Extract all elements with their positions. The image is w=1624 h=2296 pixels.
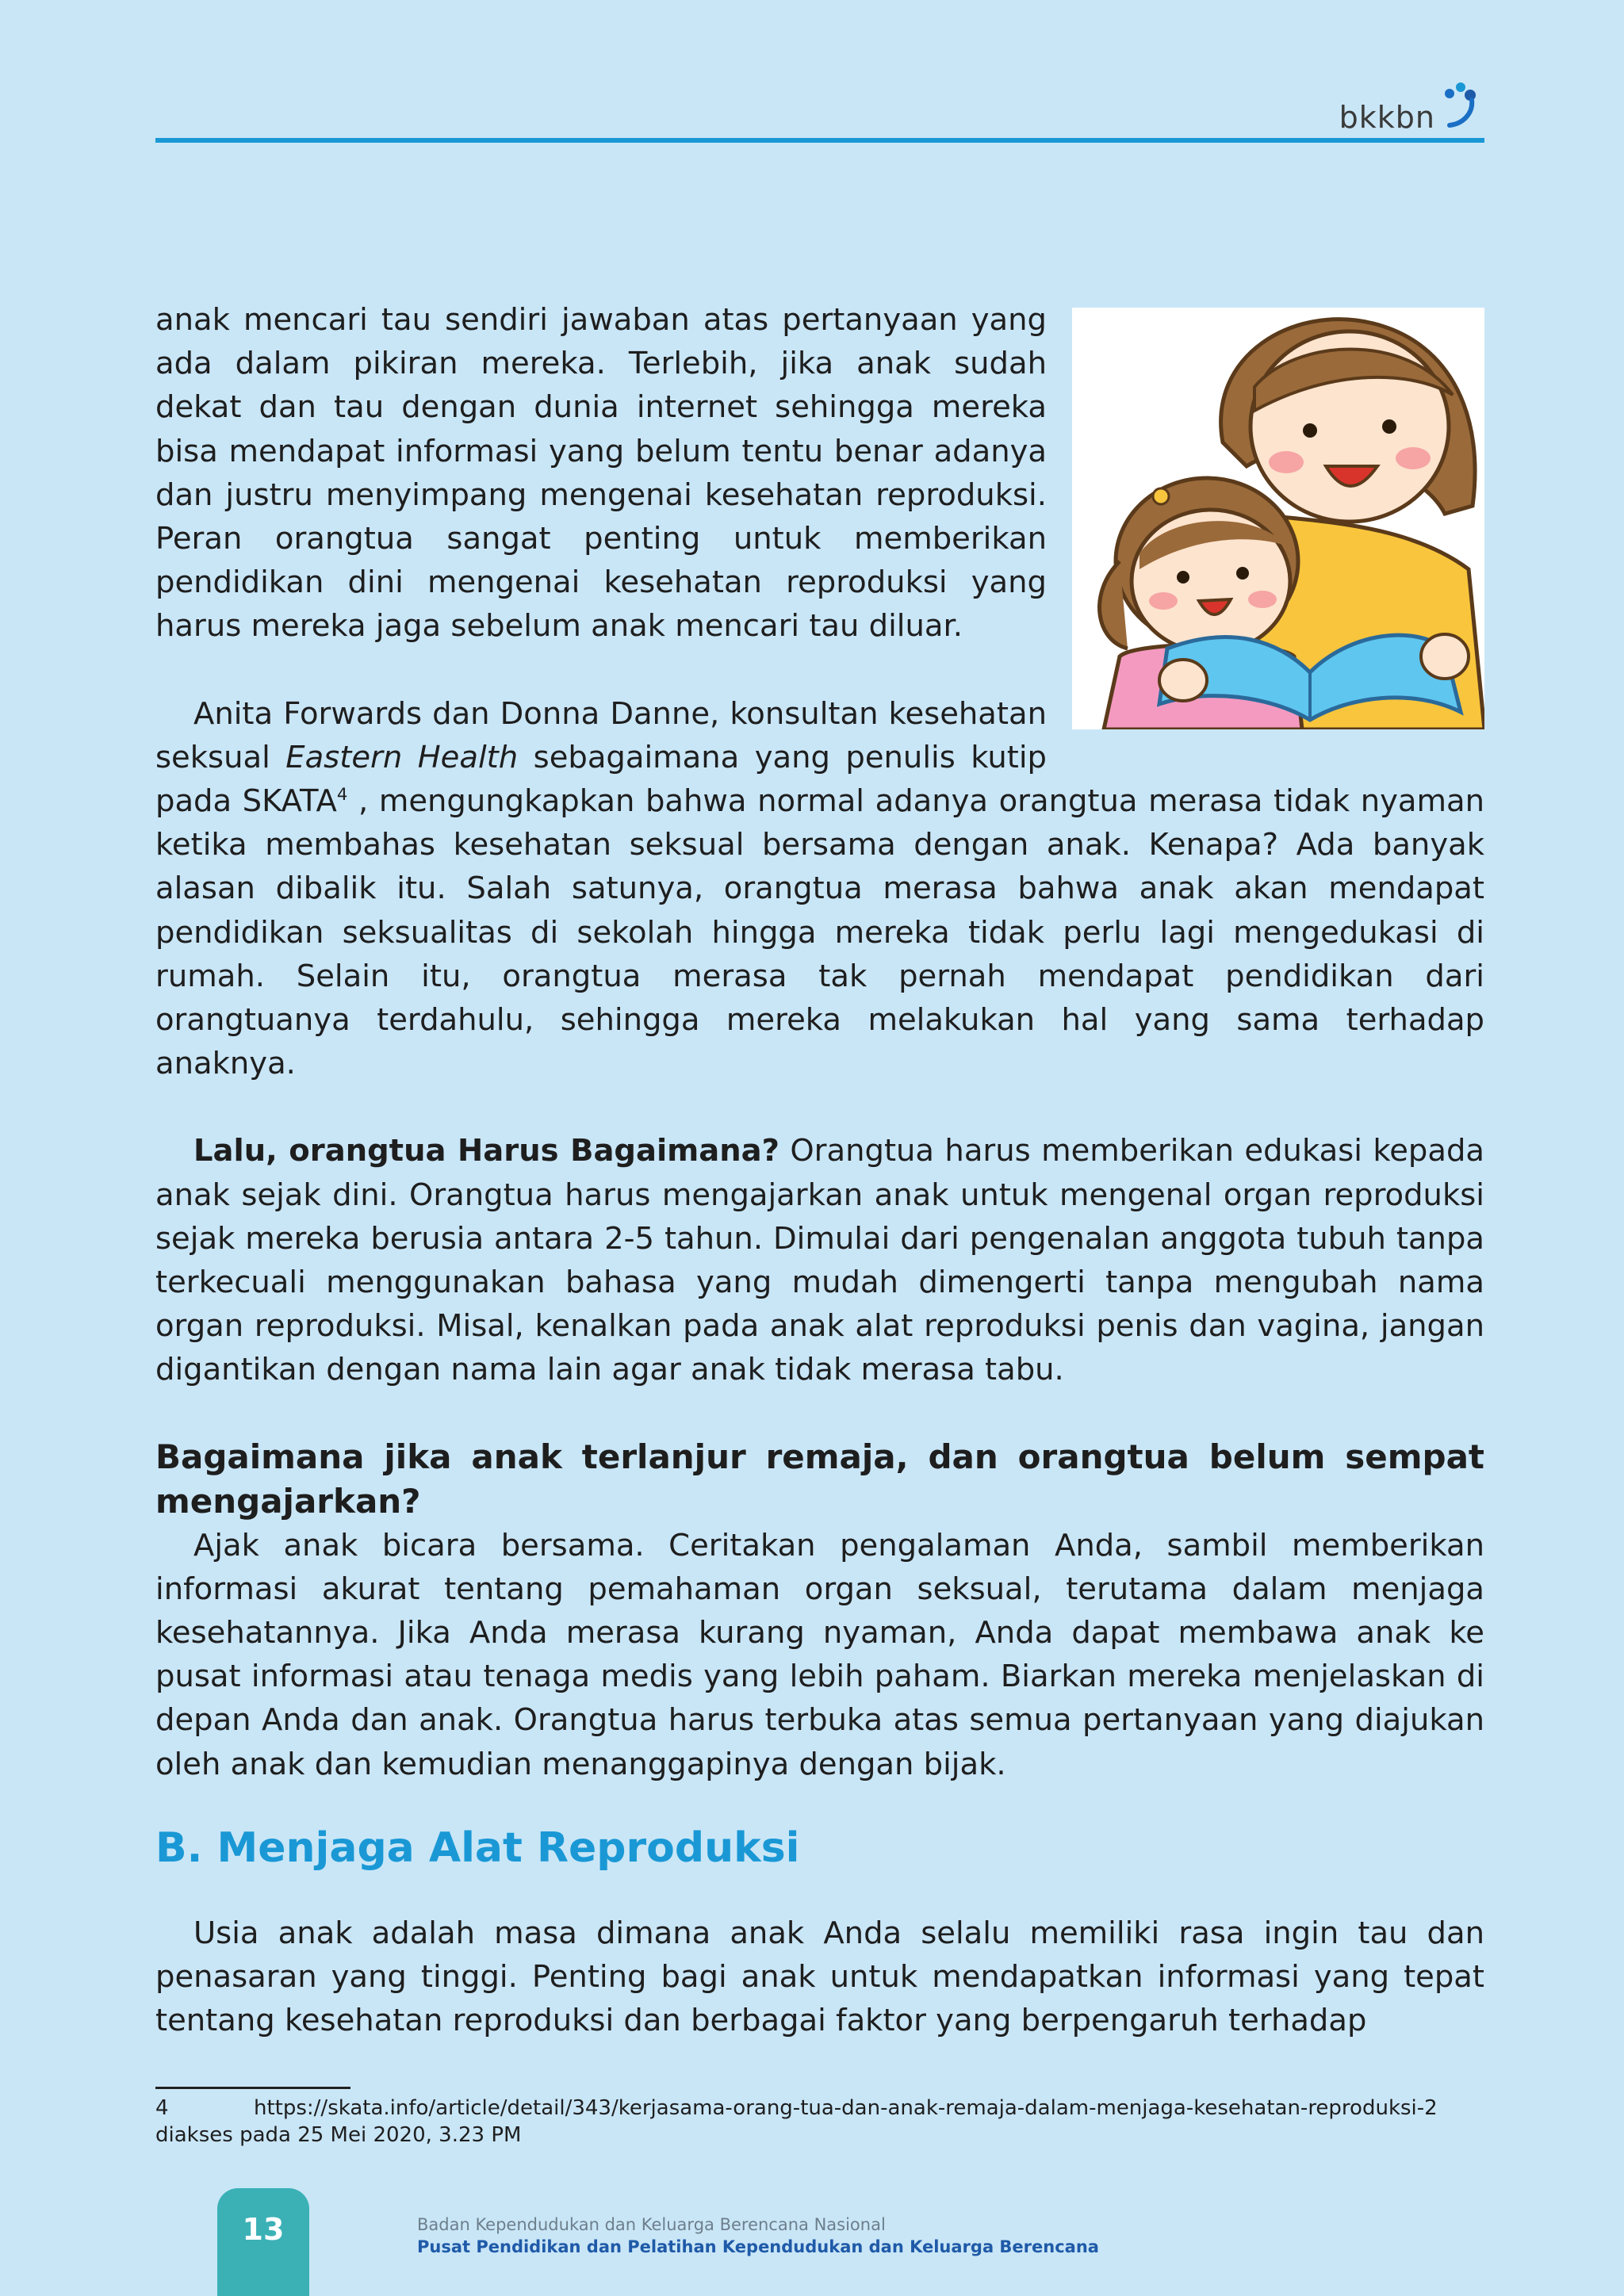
page-number: 13	[242, 2212, 285, 2247]
footnote-url: https://skata.info/article/detail/343/kerjasama-orang-tua-dan-anak-remaja-dalam-menjaga-kesehatan-reproduksi-2	[254, 2096, 1438, 2120]
footnote-rule	[155, 2087, 350, 2089]
bkkbn-logo	[1339, 79, 1483, 135]
paragraph-2-part-a: Anita Forwards dan Donna Danne, konsultan kesehatan seksual	[155, 695, 1047, 775]
paragraph-2-part-c: , mengungkapkan bahwa normal adanya orangtua merasa tidak nyaman ketika membahas kesehatan seksual bersama dengan anak. Kenapa? Ada banyak alasan dibalik itu. Salah satunya, orangtua merasa bahwa anak akan mendapat pendidikan seksualitas di sekolah hingga mereka tidak perlu lagi mengedukasi di rumah. Selain itu, orangtua merasa tak pernah mendapat pendidikan dari orangtuanya terdahulu, sehingga mereka melakukan hal yang sama terhadap anaknya.	[155, 783, 1484, 1082]
footnote-ref: 4	[336, 784, 348, 805]
footer-line-2: Pusat Pendidikan dan Pelatihan Kependudukan dan Keluarga Berencana	[417, 2237, 1099, 2256]
footnote-accessed: diakses pada 25 Mei 2020, 3.23 PM	[155, 2123, 522, 2147]
footnote-number: 4	[155, 2096, 169, 2120]
paragraph-3-body: Orangtua harus memberikan edukasi kepada anak sejak dini. Orangtua harus mengajarkan anak untuk mengenal organ reproduksi sejak mereka berusia antara 2-5 tahun. Dimulai dari pengenalan anggota tubuh tanpa terkecuali menggunakan bahasa yang mudah dimengerti tanpa mengubah nama organ reproduksi. Misal, kenalkan pada anak alat reproduksi penis dan vagina, jangan digantikan dengan nama lain agar anak tidak merasa tabu.	[155, 1133, 1484, 1388]
main-content	[155, 298, 1484, 2043]
paragraph-4: Ajak anak bicara bersama. Ceritakan pengalaman Anda, sambil memberikan informasi akurat tentang pemahaman organ seksual, terutama dalam menjaga kesehatannya. Jika Anda merasa kurang nyaman, Anda dapat membawa anak ke pusat informasi atau tenaga medis yang lebih paham. Biarkan mereka menjelaskan di depan Anda dan anak. Orangtua harus terbuka atas semua pertanyaan yang diajukan oleh anak dan kemudian menanggapinya dengan bijak.	[155, 1527, 1484, 1782]
paragraph-3	[155, 1129, 1484, 1391]
footnote	[155, 2095, 1484, 2149]
subheading: Bagaimana jika anak terlanjur remaja, dan orangtua belum sempat mengajarkan?	[155, 1437, 1484, 1521]
header-rule	[155, 138, 1484, 143]
paragraph-3-lead: Lalu, orangtua Harus Bagaimana?	[193, 1133, 779, 1169]
footer-institution	[417, 2214, 1099, 2258]
eastern-health-italic: Eastern Health	[285, 739, 519, 775]
paragraph-1: anak mencari tau sendiri jawaban atas pertanyaan yang ada dalam pikiran mereka. Terlebih, jika anak sudah dekat dan tau dengan dunia internet sehingga mereka bisa mendapat informasi yang belum tentu benar adanya dan justru menyimpang mengenai kesehatan reproduksi. Peran orangtua sangat penting untuk memberikan pendidikan dini mengenai kesehatan reproduksi yang harus mereka jaga sebelum anak mencari tau diluar.	[155, 302, 1047, 645]
paragraph-5: Usia anak adalah masa dimana anak Anda selalu memiliki rasa ingin tau dan penasaran yang tinggi. Penting bagi anak untuk mendapatkan informasi yang tepat tentang kesehatan reproduksi dan berbagai faktor yang berpengaruh terhadap	[155, 1915, 1484, 2039]
logo-text: bkkbn	[1339, 100, 1435, 135]
paragraph-2-part-b: sebagaimana yang penulis kutip pada SKATA	[155, 739, 1047, 820]
section-heading: B. Menjaga Alat Reproduksi	[155, 1823, 800, 1872]
logo-mark-icon	[1432, 79, 1483, 130]
footer-line-1: Badan Kependudukan dan Keluarga Berencana Nasional	[417, 2215, 886, 2234]
mother-child-reading-illustration	[1072, 308, 1484, 729]
paragraph-2	[155, 692, 1484, 1086]
page-number-tab	[217, 2188, 309, 2296]
